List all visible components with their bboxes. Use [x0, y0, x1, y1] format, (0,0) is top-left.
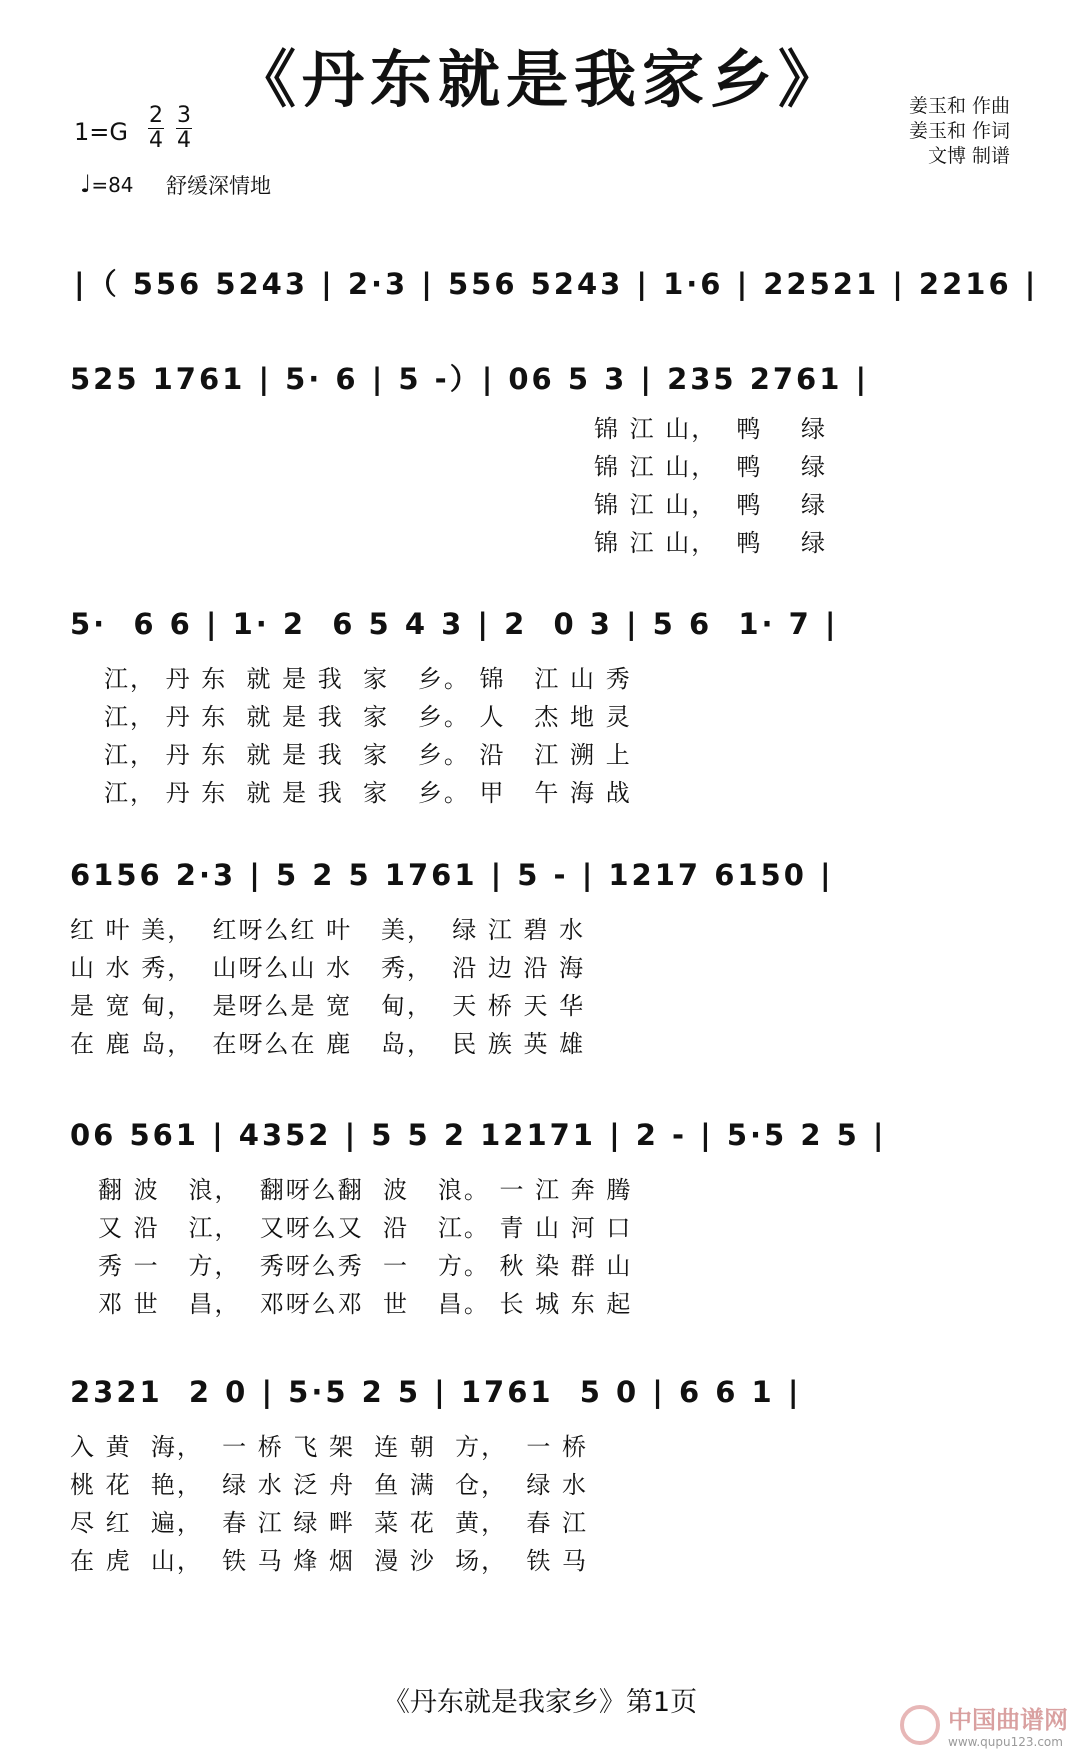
- expression-mark: 舒缓深情地: [166, 174, 271, 198]
- lyric-line: 江， 丹 东 就 是 我 家 乡。 锦 江 山 秀: [104, 665, 632, 693]
- lyric-line: 江， 丹 东 就 是 我 家 乡。 人 杰 地 灵: [104, 703, 632, 731]
- quarter-note-icon: ♩: [80, 170, 92, 198]
- lyric-line: 在 鹿 岛， 在呀么在 鹿 岛， 民 族 英 雄: [70, 1030, 586, 1058]
- arranger-credit: 文博 制谱: [927, 145, 1010, 167]
- lyric-line: 尽 红 遍， 春 江 绿 畔 菜 花 黄， 春 江: [70, 1509, 589, 1537]
- logo-icon: [900, 1705, 940, 1745]
- melody-line: 2321 2 0 | 5·5 2 5 | 1761 5 0 | 6 6 1 |: [70, 1375, 802, 1409]
- lyricist-credit: 姜玉和 作词: [908, 120, 1010, 142]
- lyric-line: 秀 一 方， 秀呀么秀 一 方。 秋 染 群 山: [98, 1252, 633, 1280]
- watermark-logo: [900, 1700, 1068, 1749]
- lyric-line: 在 虎 山， 铁 马 烽 烟 漫 沙 场， 铁 马: [70, 1547, 589, 1575]
- lyric-line: 锦 江 山， 鸭 绿: [594, 415, 828, 443]
- lyric-line: 翻 波 浪， 翻呀么翻 波 浪。 一 江 奔 腾: [98, 1176, 633, 1204]
- meter-2-4: $\frac{2}{4}$: [149, 103, 163, 153]
- page-footer: 《丹东就是我家乡》第1页: [382, 1687, 698, 1718]
- melody-line: 525 1761 | 5· 6 | 5 -）| 06 5 3 | 235 2761 |: [70, 362, 870, 396]
- lyric-line: 又 沿 江， 又呀么又 沿 江。 青 山 河 口: [98, 1214, 633, 1242]
- watermark-name: 中国曲谱网: [948, 1706, 1068, 1734]
- key-signature: 1=G: [74, 118, 128, 146]
- melody-line: |（ 556 5243 | 2·3 | 556 5243 | 1·6 | 22521 | 2216 |: [74, 267, 1039, 301]
- lyric-line: 红 叶 美， 红呀么红 叶 美， 绿 江 碧 水: [70, 916, 586, 944]
- song-title: 《丹东就是我家乡》: [233, 43, 846, 116]
- lyric-line: 锦 江 山， 鸭 绿: [594, 491, 828, 519]
- lyric-line: 江， 丹 东 就 是 我 家 乡。 沿 江 溯 上: [104, 741, 632, 769]
- lyric-line: 江， 丹 东 就 是 我 家 乡。 甲 午 海 战: [104, 779, 632, 807]
- lyric-line: 邓 世 昌， 邓呀么邓 世 昌。 长 城 东 起: [98, 1290, 633, 1318]
- lyric-line: 锦 江 山， 鸭 绿: [594, 453, 828, 481]
- lyric-line: 锦 江 山， 鸭 绿: [594, 529, 828, 557]
- meter-3-4: $\frac{3}{4}$: [177, 103, 191, 153]
- melody-line: 5· 6 6 | 1· 2 6 5 4 3 | 2 0 3 | 5 6 1· 7 |: [70, 607, 839, 641]
- lyric-line: 是 宽 甸， 是呀么是 宽 甸， 天 桥 天 华: [70, 992, 586, 1020]
- lyric-line: 入 黄 海， 一 桥 飞 架 连 朝 方， 一 桥: [70, 1433, 589, 1461]
- melody-line: 6156 2·3 | 5 2 5 1761 | 5 - | 1217 6150 |: [70, 858, 834, 892]
- watermark-url: www.qupu123.com: [948, 1735, 1063, 1749]
- tempo-mark: ♩=84: [80, 170, 134, 198]
- melody-line: 06 561 | 4352 | 5 5 2 12171 | 2 - | 5·5 2 5 |: [70, 1118, 887, 1152]
- lyric-line: 桃 花 艳， 绿 水 泛 舟 鱼 满 仓， 绿 水: [70, 1471, 589, 1499]
- lyric-line: 山 水 秀， 山呀么山 水 秀， 沿 边 沿 海: [70, 954, 586, 982]
- composer-credit: 姜玉和 作曲: [908, 95, 1010, 117]
